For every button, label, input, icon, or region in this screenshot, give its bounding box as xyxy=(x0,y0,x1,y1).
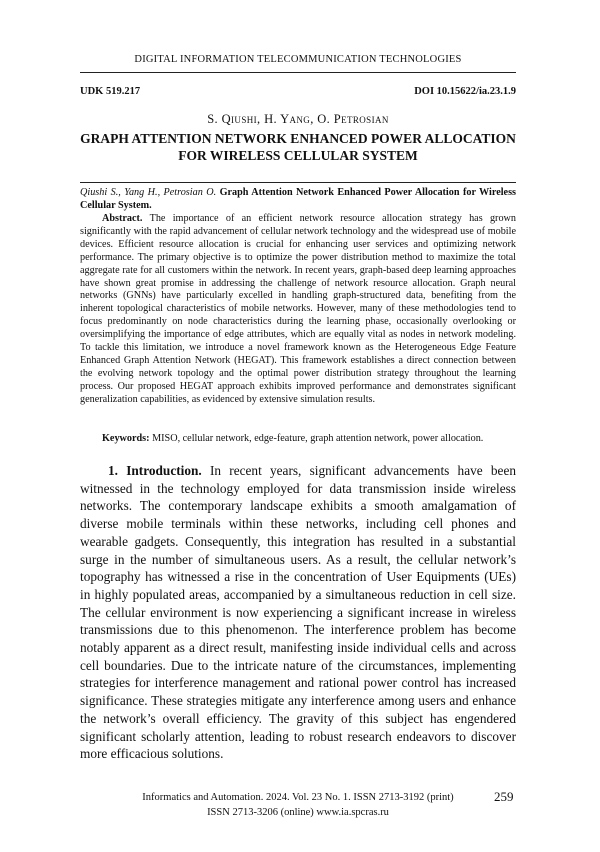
doi-code: DOI 10.15622/ia.23.1.9 xyxy=(414,86,516,97)
citation-authors: Qiushi S., Yang H., Petrosian O. xyxy=(80,187,217,198)
abstract-divider xyxy=(80,182,516,183)
header-divider xyxy=(80,72,516,73)
keywords-text: MISO, cellular network, edge-feature, graph attention network, power allocation. xyxy=(152,433,484,444)
article-authors: S. Qiushi, H. Yang, O. Petrosian xyxy=(207,112,389,126)
footer-issn-line: ISSN 2713-3206 (online) www.ia.spcras.ru xyxy=(207,807,389,818)
introduction-text: In recent years, significant advancements have been witnessed in the technology employed for data transmission inside wireless networks. The contemporary landscape exhibits a smooth amalgamation of diverse mobile terminals within these networks, including cell phones and wearable gadgets. Consequently, this integration has resulted in a substantial surge in the number of simultaneous users. As a result, the cellular network’s topography has witnessed a rise in the concentration of User Equipments (UEs) in highly populated areas, accompanied by a simultaneous reduction in cell size. The cellular environment is now experiencing a significant increase in wireless transmissions due to this phenomenon. The interference problem has become notably apparent as a direct result, manifesting inside individual cells and across cell boundaries. Due to the intricate nature of the circumstances, implementing strategies for interference management and rational power control has increased significance. These strategies mitigate any interference among users and enhance the network’s overall efficiency. The gravity of this subject has engendered significant scholarly attention, leading to robust research endeavors to discover more efficacious solutions. xyxy=(80,463,516,762)
journal-section-header: DIGITAL INFORMATION TELECOMMUNICATION TECHNOLOGIES xyxy=(134,54,462,65)
keywords-label: Keywords: xyxy=(102,433,150,444)
citation-title: Graph Attention Network Enhanced Power Allocation for Wireless Cellular System. xyxy=(80,187,517,211)
citation-line xyxy=(80,187,516,213)
abstract-paragraph xyxy=(80,213,516,407)
page-footer xyxy=(80,790,516,820)
abstract-label: Abstract. xyxy=(102,213,143,224)
keywords-paragraph xyxy=(80,432,516,445)
abstract-text: The importance of an efficient network resource allocation strategy has grown significantly with the rapid advancement of cellular network technology and the widespread use of mobile devices. Efficient resource allocation is crucial for enhancing user services and optimizing network performance. The primary objective is to optimize the power distribution method to maximize the total aggregate rate for all customers within the network. In recent years, graph-based deep learning approaches have shown great promise in addressing the challenge of network resource allocation. Graph neural networks (GNNs) have particularly excelled in handling graph-structured data, benefiting from the inherent topological characteristics of mobile networks. However, many of these methodologies tend to focus predominantly on node characteristics during the learning phase, occasionally overlooking or oversimplifying the importance of edge attributes, which are equally vital as nodes in network modeling. To tackle this limitation, we introduce a novel framework known as the Heterogeneous Edge Feature Enhanced Graph Attention Network (HEGAT). This framework establishes a direct connection between the evolving network topology and the optimal power distribution strategy throughout the learning process. Our proposed HEGAT approach exhibits improved performance and demonstrates significant generalization capabilities, as evidenced by extensive simulation results. xyxy=(80,213,516,405)
introduction-paragraph xyxy=(80,462,516,763)
page-number: 259 xyxy=(494,789,514,804)
article-title: GRAPH ATTENTION NETWORK ENHANCED POWER ALLOCATION FOR WIRELESS CELLULAR SYSTEM xyxy=(80,131,516,163)
introduction-heading: 1. Introduction. xyxy=(108,463,202,478)
footer-journal-line: Informatics and Automation. 2024. Vol. 23 No. 1. ISSN 2713-3192 (print) xyxy=(142,792,454,803)
udk-code: UDK 519.217 xyxy=(80,86,141,97)
